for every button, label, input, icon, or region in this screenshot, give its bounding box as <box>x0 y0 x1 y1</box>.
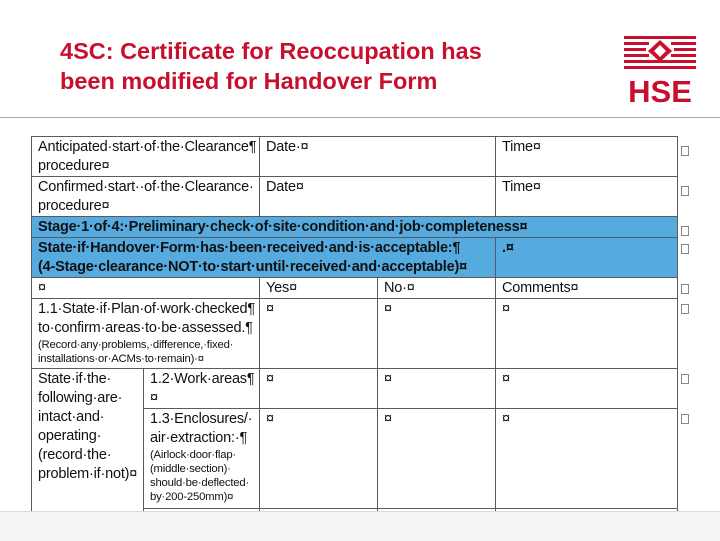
plan-of-work-question: 1.1·State·if·Plan·of·work·checked¶ to·confirm·areas·to·be·assessed.¶ (Record·any·problems,·difference,·fixed· installations·or·ACMs·to·remain)·¤ <box>32 299 260 369</box>
confirmed-time-cell[interactable]: Time¤ <box>496 177 678 217</box>
anticipated-date-cell[interactable]: Date·¤ <box>260 137 496 177</box>
row-end-mark <box>681 414 689 424</box>
table-row <box>32 299 678 369</box>
enclosures-label: 1.3·Enclosures/· air·extraction:·¶ (Airlock·door·flap· (middle·section)· should·be·deflected· by·200-250mm)¤ <box>144 409 260 509</box>
enclosures-no[interactable]: ¤ <box>378 409 496 509</box>
header-yes: Yes¤ <box>260 278 378 299</box>
header-blank-cell: ¤ <box>32 278 260 299</box>
handover-form-answer[interactable]: .¤ <box>496 238 678 278</box>
plan-of-work-comments[interactable]: ¤ <box>496 299 678 369</box>
table-row <box>32 137 678 177</box>
row-end-mark <box>681 304 689 314</box>
anticipated-start-label: Anticipated·start·of·the·Clearance¶ procedure¤ <box>32 137 260 177</box>
anticipated-time-cell[interactable]: Time¤ <box>496 137 678 177</box>
work-areas-yes[interactable]: ¤ <box>260 369 378 409</box>
handover-form-question: State·if·Handover·Form·has·been·received·and·is·acceptable:¶ (4-Stage·clearance·NOT·to·start·until·received·and·acceptable)¤ <box>32 238 496 278</box>
row-end-mark <box>681 186 689 196</box>
header-comments: Comments¤ <box>496 278 678 299</box>
row-end-mark <box>681 146 689 156</box>
row-end-mark <box>681 226 689 236</box>
table-row <box>32 369 678 409</box>
slide-footer-band <box>0 511 720 541</box>
row-end-mark <box>681 374 689 384</box>
state-if-intact-label: State·if·the· following·are· intact·and· operating· (record·the· problem·if·not)¤ <box>32 369 144 530</box>
reoccupation-form-table <box>31 136 678 530</box>
table-row <box>32 217 678 238</box>
plan-of-work-no[interactable]: ¤ <box>378 299 496 369</box>
work-areas-no[interactable]: ¤ <box>378 369 496 409</box>
form-excerpt <box>31 136 679 510</box>
header-divider <box>0 117 720 118</box>
enclosures-comments[interactable]: ¤ <box>496 409 678 509</box>
work-areas-label: 1.2·Work·areas¶ ¤ <box>144 369 260 409</box>
confirmed-start-label: Confirmed·start··of·the·Clearance· procedure¤ <box>32 177 260 217</box>
work-areas-comments[interactable]: ¤ <box>496 369 678 409</box>
plan-of-work-yes[interactable]: ¤ <box>260 299 378 369</box>
enclosures-yes[interactable]: ¤ <box>260 409 378 509</box>
slide-title-line-2: been modified for Handover Form <box>60 68 438 94</box>
table-row <box>32 278 678 299</box>
row-end-mark <box>681 244 689 254</box>
slide-title <box>60 36 580 96</box>
stage-heading: Stage·1·of·4:·Preliminary·check·of·site·condition·and·job·completeness¤ <box>32 217 678 238</box>
confirmed-date-cell[interactable]: Date¤ <box>260 177 496 217</box>
table-row <box>32 177 678 217</box>
table-row <box>32 238 678 278</box>
slide-title-line-1: 4SC: Certificate for Reoccupation has <box>60 38 482 64</box>
row-end-mark <box>681 284 689 294</box>
hse-logo <box>622 36 698 109</box>
logo-text: HSE <box>628 74 692 109</box>
header-no: No·¤ <box>378 278 496 299</box>
